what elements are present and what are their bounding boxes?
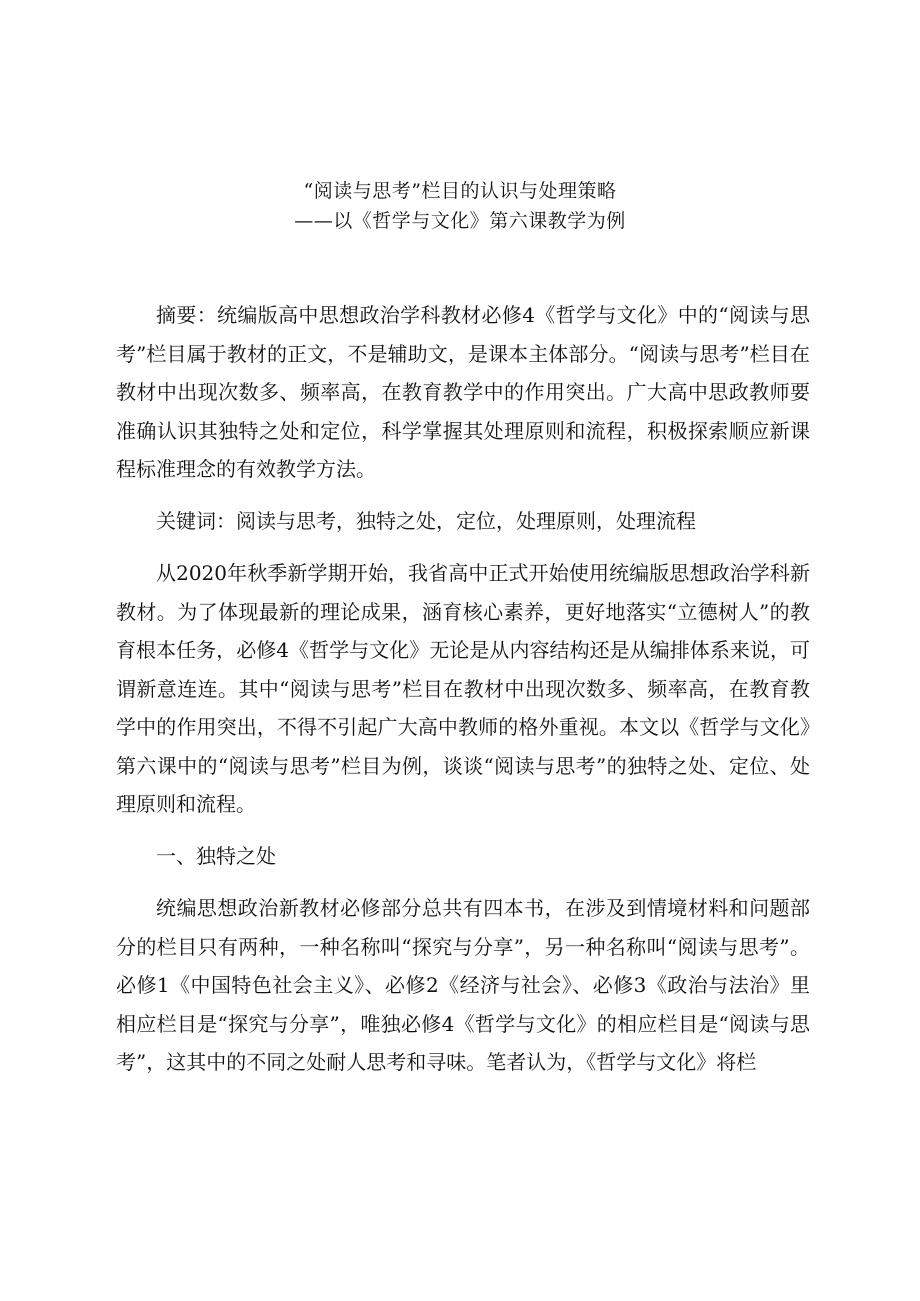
intro-paragraph: 从2020年秋季新学期开始，我省高中正式开始使用统编版思想政治学科新教材。为了体现最新的理论成果，涵育核心素养，更好地落实“立德树人”的教育根本任务，必修4《哲学与文化》无论是从内容结构还是从编排体系来说，可谓新意连连。其中“阅读与思考”栏目在教材中出现次数多、频率高，在教育教学中的作用突出，不得不引起广大高中教师的格外重视。本文以《哲学与文化》第六课中的“阅读与思考”栏目为例，谈谈“阅读与思考”的独特之处、定位、处理原则和流程。 <box>116 561 810 816</box>
document-subtitle: ——以《哲学与文化》第六课教学为例 <box>294 210 626 232</box>
document-body <box>116 296 810 1095</box>
keywords-paragraph: 关键词：阅读与思考，独特之处，定位，处理原则，处理流程 <box>156 508 696 533</box>
abstract-paragraph: 摘要：统编版高中思想政治学科教材必修4《哲学与文化》中的“阅读与思考”栏目属于教材的正文，不是辅助文，是课本主体部分。“阅读与思考”栏目在教材中出现次数多、频率高，在教育教学中的作用突出。广大高中思政教师要准确认识其独特之处和定位，科学掌握其处理原则和流程，积极探索顺应新课程标准理念的有效教学方法。 <box>116 303 810 481</box>
title-block <box>0 176 920 236</box>
section-heading-1: 一、独特之处 <box>156 843 276 868</box>
section-1-paragraph: 统编思想政治新教材必修部分总共有四本书，在涉及到情境材料和问题部分的栏目只有两种，一种名称叫“探究与分享”，另一种名称叫“阅读与思考”。必修1《中国特色社会主义》、必修2《经济与社会》、必修3《政治与法治》里相应栏目是“探究与分享”，唯独必修4《哲学与文化》的相应栏目是“阅读与思考”，这其中的不同之处耐人思考和寻味。笔者认为，《哲学与文化》将栏 <box>116 896 810 1074</box>
document-title: “阅读与思考”栏目的认识与处理策略 <box>303 180 617 202</box>
